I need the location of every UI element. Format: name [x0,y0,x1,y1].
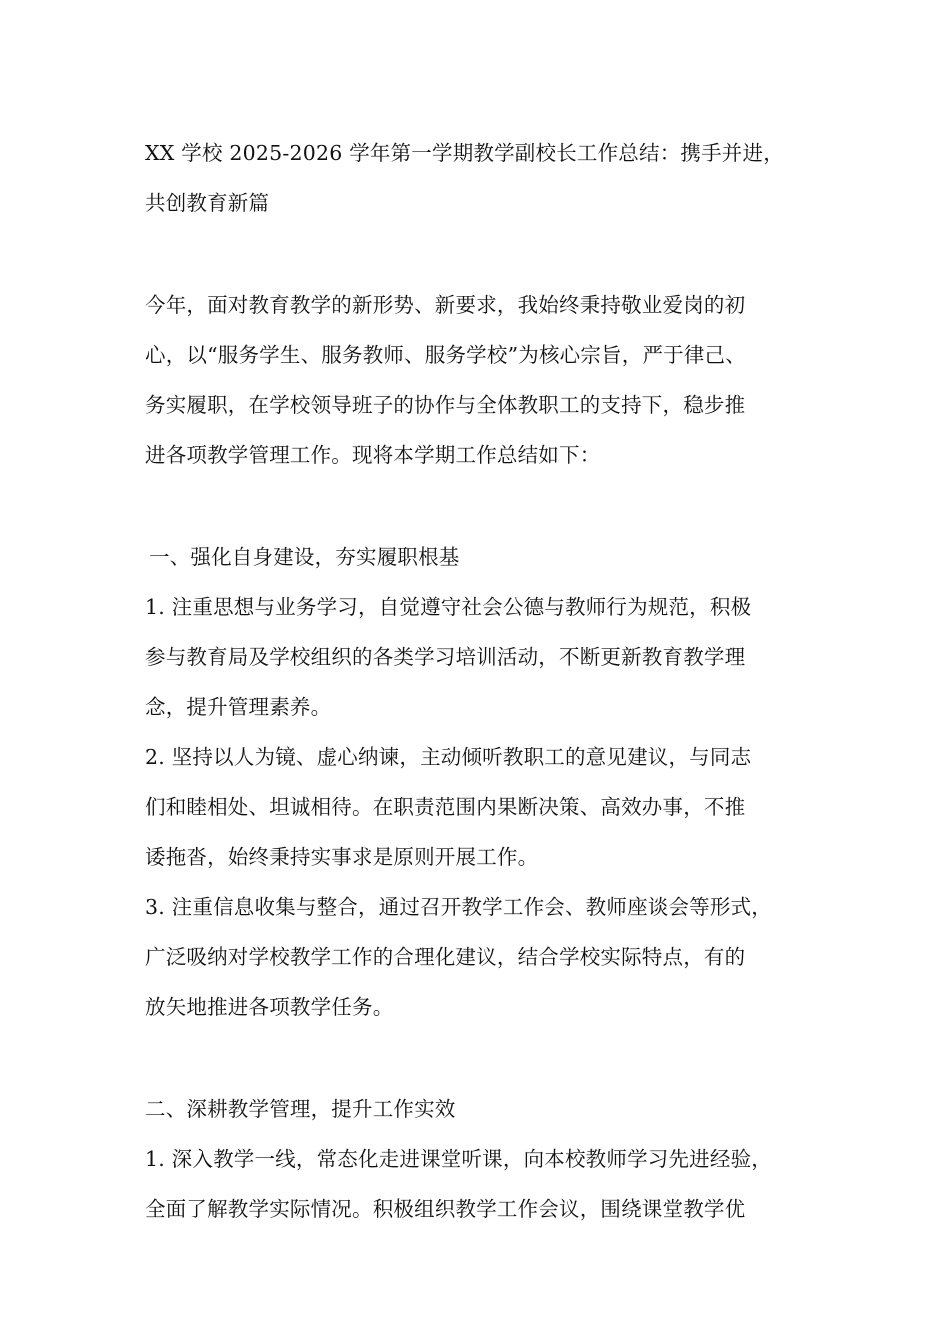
intro-line: 心，以“服务学生、服务教师、服务学校”为核心宗旨，严于律己、 [145,343,746,367]
item-line: 1. 深入教学一线，常态化走进课堂听课，向本校教师学习先进经验， [145,1147,772,1171]
item-line: 3. 注重信息收集与整合，通过召开教学工作会、教师座谈会等形式， [145,895,772,919]
paragraph-gap [145,228,825,280]
item-line: 全面了解教学实际情况。积极组织教学工作会议，围绕课堂教学优 [145,1197,746,1221]
item-line: 1. 注重思想与业务学习，自觉遵守社会公德与教师行为规范，积极 [145,595,752,619]
intro-paragraph [145,280,825,480]
item-line: 们和睦相处、坦诚相待。在职责范围内果断决策、高效办事，不推 [145,795,746,819]
item-line: 念，提升管理素养。 [145,695,332,719]
item-line: 参与教育局及学校组织的各类学习培训活动，不断更新教育教学理 [145,645,746,669]
item-line: 2. 坚持以人为镜、虚心纳谏，主动倾听教职工的意见建议，与同志 [145,745,752,769]
title-line: 共创教育新篇 [145,191,270,215]
section-1-heading: 一、强化自身建设，夯实履职根基 [149,545,460,569]
section-1-item-1 [145,582,825,732]
intro-line: 今年，面对教育教学的新形势、新要求，我始终秉持敬业爱岗的初 [145,293,746,317]
document-body [145,128,825,1234]
item-line: 放矢地推进各项教学任务。 [145,995,394,1019]
title-line: XX 学校 2025-2026 学年第一学期教学副校长工作总结：携手并进， [145,141,784,165]
item-line: 诿拖沓，始终秉持实事求是原则开展工作。 [145,845,539,869]
paragraph-gap [145,1032,825,1084]
section-2-heading: 二、深耕教学管理，提升工作实效 [145,1097,456,1121]
paragraph-gap [145,480,825,532]
section-1-item-2 [145,732,825,882]
intro-line: 进各项教学管理工作。现将本学期工作总结如下： [145,443,601,467]
intro-line: 务实履职，在学校领导班子的协作与全体教职工的支持下，稳步推 [145,393,746,417]
section-1 [145,532,825,1032]
document-title [145,128,825,228]
section-2-item-1 [145,1134,825,1234]
section-1-item-3 [145,882,825,1032]
section-2 [145,1084,825,1234]
item-line: 广泛吸纳对学校教学工作的合理化建议，结合学校实际特点，有的 [145,945,746,969]
